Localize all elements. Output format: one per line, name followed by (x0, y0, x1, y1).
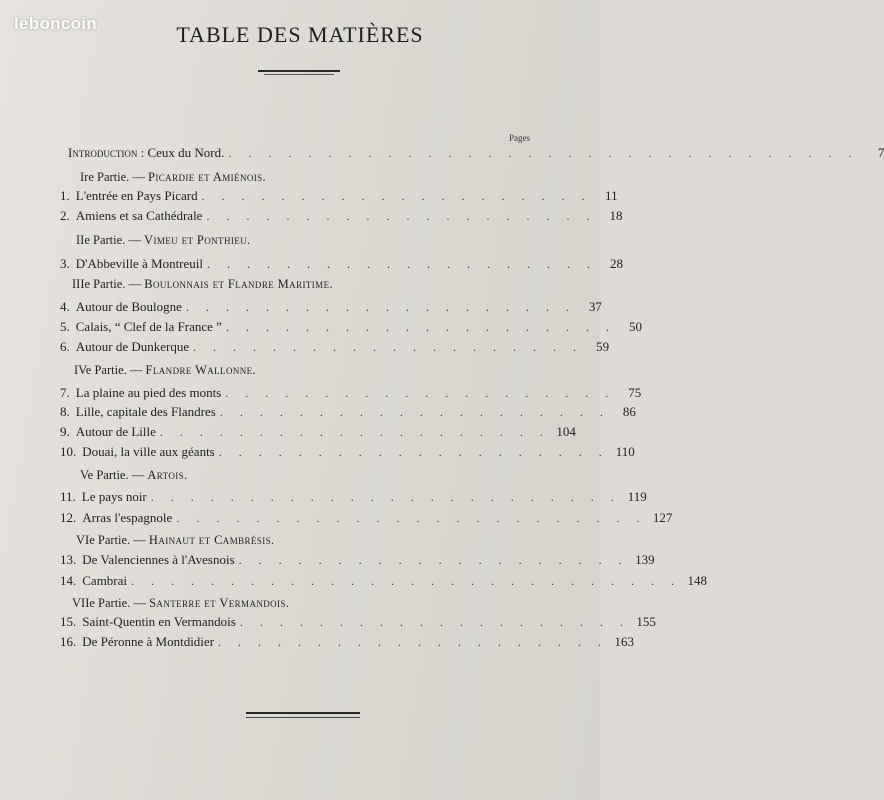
dot-leader: . . . . . . . . . . . . . . . . . . . . . . . . . . . . . . . . (228, 146, 859, 160)
dot-leader: . . . . . . . . . . . . . . . . . . . . (239, 615, 630, 629)
title-ornament-rule (258, 70, 340, 72)
page-number: 119 (627, 489, 647, 504)
introduction-title: : Ceux du Nord. (137, 145, 225, 160)
page-number: 75 (628, 385, 642, 400)
chapter-title: Amiens et sa Cathédrale (75, 208, 203, 223)
chapter-number: 13. (60, 552, 77, 567)
dot-leader: . . . . . . . . . . . . . . . . . . . . (185, 300, 576, 314)
chapter-number: 2. (60, 208, 70, 223)
chapter-title: Autour de Boulogne (75, 299, 182, 314)
part-heading (72, 596, 289, 614)
page-number: 18 (609, 208, 623, 223)
leboncoin-watermark: leboncoin (14, 14, 97, 33)
toc-entry (60, 208, 623, 228)
toc-entry (60, 552, 655, 572)
dot-leader: . . . . . . . . . . . . . . . . . . . . (218, 635, 609, 649)
part-name: Boulonnais et Flandre Maritime. (144, 277, 333, 291)
dot-leader: . . . . . . . . . . . . . . . . . . . . (225, 320, 616, 334)
chapter-title: Lille, capitale des Flandres (75, 404, 216, 419)
chapter-title: La plaine au pied des monts (75, 385, 222, 400)
part-name: Santerre et Vermandois. (149, 596, 290, 610)
page-number: 104 (556, 424, 576, 439)
chapter-number: 8. (60, 404, 70, 419)
dot-leader: . . . . . . . . . . . . . . . . . . . . (206, 209, 597, 223)
chapter-number: 12. (60, 510, 77, 525)
part-number: IVe Partie. — (74, 363, 143, 377)
chapter-number: 1. (60, 188, 70, 203)
chapter-number: 14. (60, 573, 77, 588)
page-number: 148 (687, 573, 708, 588)
page-number: 110 (615, 444, 635, 459)
part-heading (72, 277, 333, 295)
part-name: Artois. (147, 468, 188, 482)
toc-entry (60, 444, 635, 464)
chapter-title: D'Abbeville à Montreuil (75, 256, 204, 271)
chapter-title: Cambrai (82, 573, 128, 588)
page-number: 155 (636, 614, 656, 629)
toc-entry (60, 256, 624, 276)
chapter-title: De Valenciennes à l'Avesnois (82, 552, 235, 567)
chapter-number: 9. (60, 424, 70, 439)
page-number: 37 (588, 299, 602, 314)
dot-leader: . . . . . . . . . . . . . . . . . . . . (193, 340, 584, 354)
toc-entry (60, 489, 647, 509)
chapter-number: 16. (60, 634, 77, 649)
chapter-title: De Péronne à Montdidier (82, 634, 215, 649)
dot-leader: . . . . . . . . . . . . . . . . . . . . (159, 425, 550, 439)
chapter-title: Arras l'espagnole (82, 510, 173, 525)
page-number: 28 (610, 256, 624, 271)
page-number: 139 (635, 552, 655, 567)
toc-entry (60, 404, 636, 424)
page-number: 59 (596, 339, 610, 354)
dot-leader: . . . . . . . . . . . . . . . . . . . . (201, 189, 592, 203)
part-number: VIe Partie. — (76, 533, 146, 547)
introduction-label: Introduction (68, 145, 138, 160)
page-number: 86 (622, 404, 636, 419)
dot-leader: . . . . . . . . . . . . . . . . . . . . (207, 257, 598, 271)
part-name: Picardie et Amiénois. (148, 170, 267, 184)
dot-leader: . . . . . . . . . . . . . . . . . . . . (225, 386, 616, 400)
dot-leader: . . . . . . . . . . . . . . . . . . . . (238, 553, 629, 567)
toc-entry (60, 385, 642, 405)
page-number: 50 (628, 319, 642, 334)
part-name: Flandre Wallonne. (145, 363, 257, 377)
part-heading (76, 233, 251, 251)
part-number: VIIe Partie. — (72, 596, 146, 610)
page-number: 127 (652, 510, 673, 525)
chapter-number: 7. (60, 385, 70, 400)
chapter-number: 5. (60, 319, 70, 334)
part-number: Ire Partie. — (80, 170, 145, 184)
dot-leader: . . . . . . . . . . . . . . . . . . . . (218, 445, 609, 459)
toc-entry (60, 424, 576, 444)
part-number: IIIe Partie. — (72, 277, 142, 291)
chapter-title: Le pays noir (81, 489, 147, 504)
toc-entry (60, 188, 618, 208)
toc-entry (60, 319, 642, 339)
closing-ornament-rule (246, 712, 360, 714)
toc-entry (60, 634, 635, 654)
chapter-number: 6. (60, 339, 70, 354)
chapter-title: L'entrée en Pays Picard (75, 188, 198, 203)
chapter-number: 3. (60, 256, 70, 271)
part-heading (80, 170, 266, 188)
dot-leader: . . . . . . . . . . . . . . . . . . . . . . . . (176, 511, 647, 525)
part-heading (76, 533, 275, 551)
pages-column-header: Pages (509, 133, 530, 143)
dot-leader: . . . . . . . . . . . . . . . . . . . . (219, 405, 610, 419)
toc-entry (60, 614, 656, 634)
chapter-title: Autour de Dunkerque (75, 339, 190, 354)
part-heading (74, 363, 256, 381)
toc-entry (60, 573, 708, 593)
page-number: 7 (877, 145, 884, 160)
page-title: TABLE DES MATIÈRES (176, 22, 424, 47)
chapter-title: Autour de Lille (75, 424, 156, 439)
part-number: IIe Partie. — (76, 233, 141, 247)
toc-entry-introduction (68, 145, 884, 165)
chapter-number: 4. (60, 299, 70, 314)
dot-leader: . . . . . . . . . . . . . . . . . . . . . . . . . . . . (131, 574, 682, 588)
chapter-title: Douai, la ville aux géants (82, 444, 215, 459)
part-heading (80, 468, 188, 486)
toc-entry (60, 510, 673, 530)
toc-entry (60, 339, 610, 359)
part-number: Ve Partie. — (80, 468, 145, 482)
chapter-number: 15. (60, 614, 77, 629)
chapter-number: 10. (60, 444, 77, 459)
part-name: Vimeu et Ponthieu. (144, 233, 251, 247)
toc-entry (60, 299, 602, 319)
page-number: 163 (614, 634, 635, 649)
dot-leader: . . . . . . . . . . . . . . . . . . . . . . . . (150, 490, 621, 504)
chapter-title: Saint-Quentin en Vermandois (82, 614, 236, 629)
page-number: 11 (605, 188, 618, 203)
chapter-number: 11. (60, 489, 76, 504)
part-name: Hainaut et Cambrésis. (148, 533, 275, 547)
chapter-title: Calais, “ Clef de la France ” (75, 319, 222, 334)
